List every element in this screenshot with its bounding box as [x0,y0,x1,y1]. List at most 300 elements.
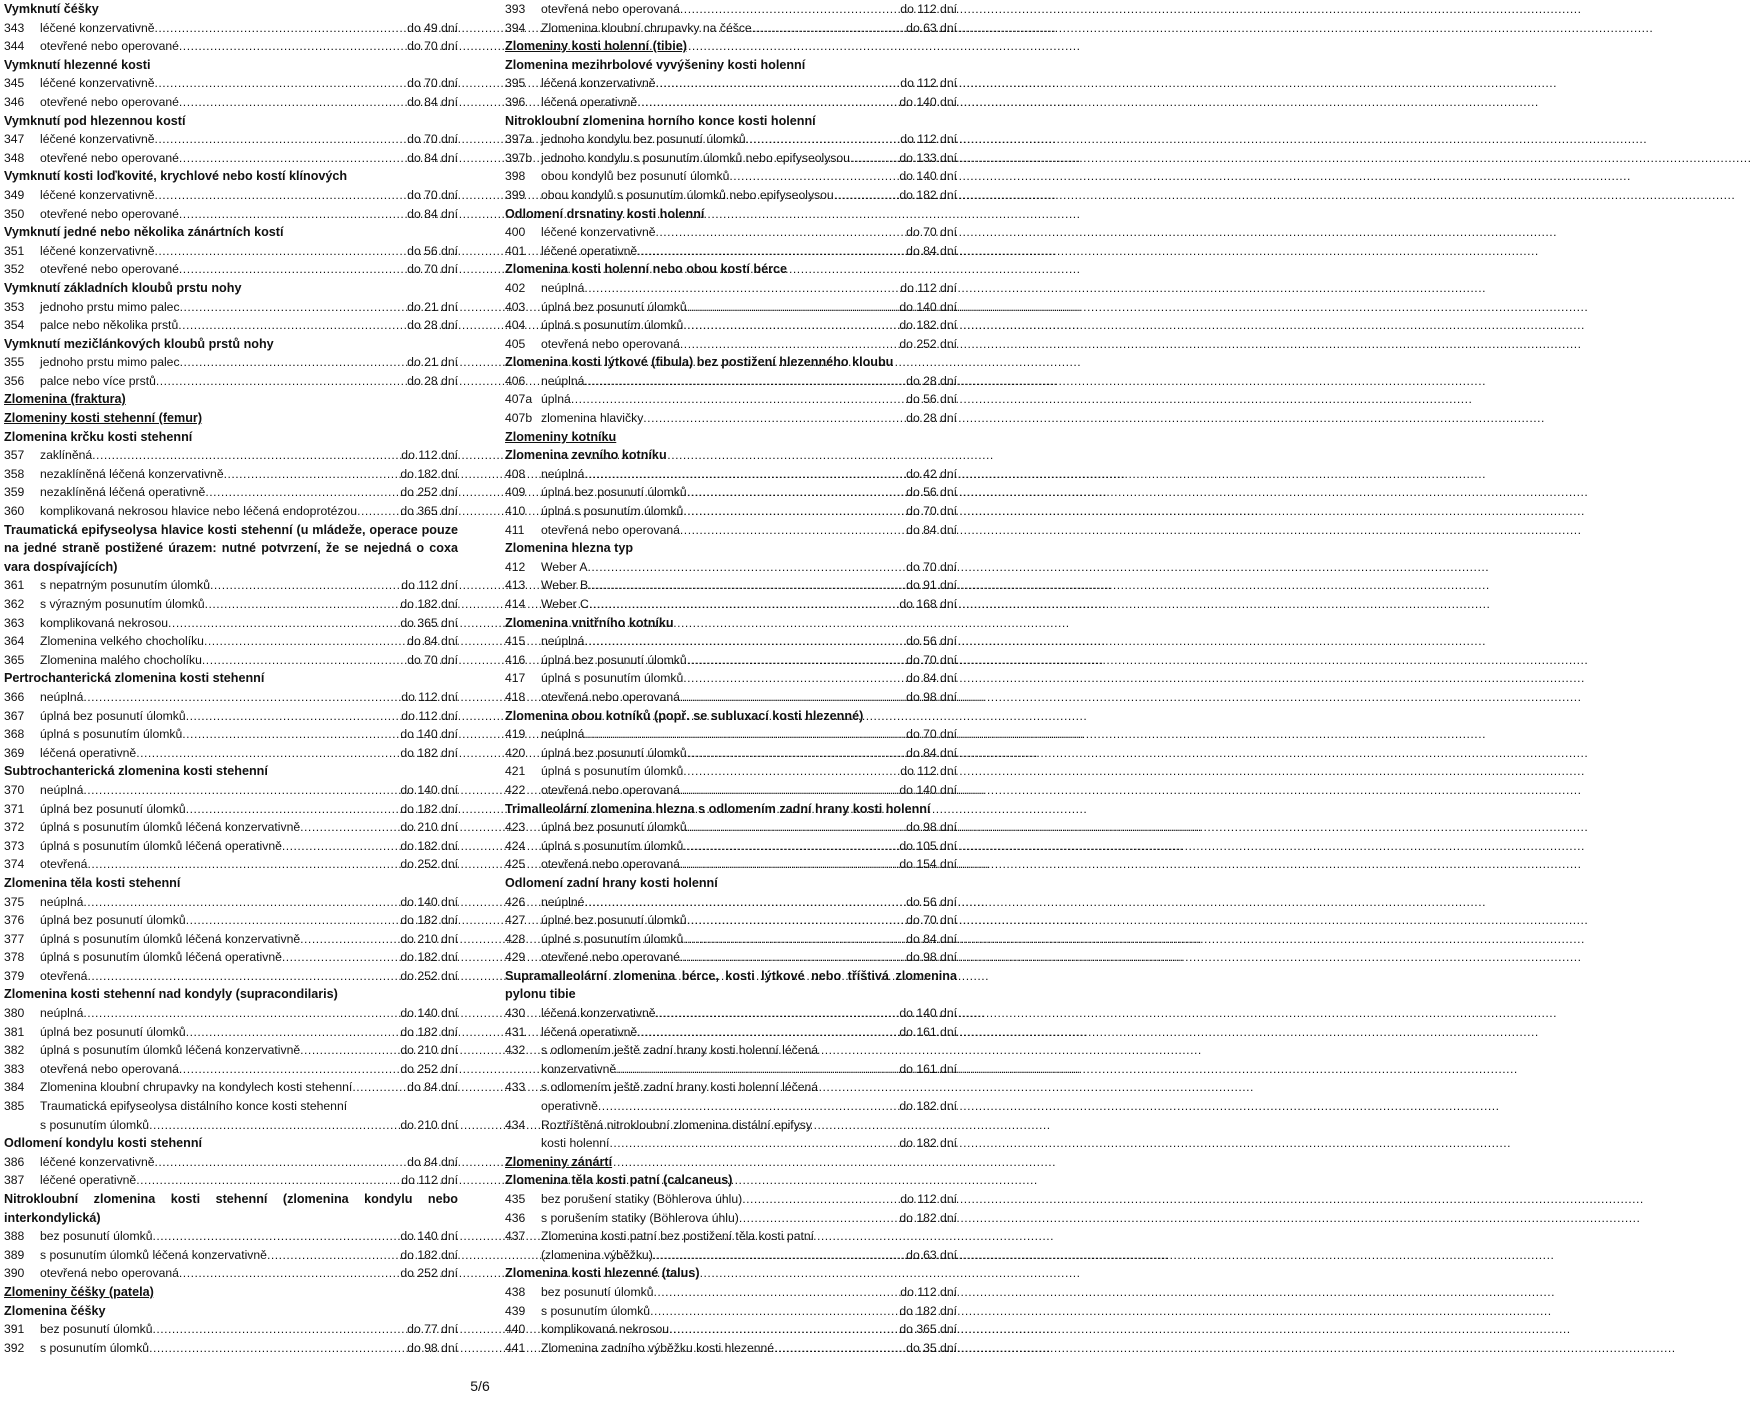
item-number: 365 [4,652,25,667]
item-duration: do 70 dní [407,262,458,277]
item-duration: do 70 dní [407,39,458,54]
item-duration: do 140 dní [400,1006,458,1021]
item-description: Zlomenina kloubní chrupavky na čéšce [541,20,752,35]
item-description: s porušením statiky (Böhlerova úhlu) [541,1210,739,1225]
item-description: léčené konzervativně [40,76,155,91]
item-number: 389 [4,1247,25,1262]
list-item [4,205,458,224]
dot-leader [83,688,401,707]
list-item [4,260,458,279]
item-description: bez posunutí úlomků [541,1284,654,1299]
list-item [505,911,957,930]
dot-leader [186,1023,401,1042]
item-duration: do 140 dní [400,727,458,742]
item-description: neúplná [541,373,585,388]
subsection-heading: Vymknutí kosti loďkovité, krychlové nebo kostí klínových [4,169,348,184]
item-duration: do 112 dní [900,132,957,147]
dot-leader [746,130,901,149]
dot-leader [178,316,407,335]
dot-leader [149,1116,400,1135]
subsection-heading: Vymknutí jedné nebo několika zánártních kostí [4,225,284,240]
dot-leader [683,669,906,688]
dot-leader [584,372,906,391]
item-description: úplná bez posunutí úlomků [40,708,186,723]
section-title: Zlomeniny zánártí [505,1154,613,1169]
item-number: 401 [505,243,526,258]
item-number: 377 [4,931,25,946]
item-duration: do 210 dní [400,931,458,946]
item-number: 360 [4,504,25,519]
subsection-heading: Zlomenina obou kotníků (popř. se subluxací kosti hlezenné) [505,708,864,723]
item-number: 391 [4,1322,25,1337]
item-description: úplná s posunutím úlomků léčená konzervativně [40,820,301,835]
item-duration: do 182 dní [899,1210,957,1225]
item-duration: do 252 dní [400,1266,458,1281]
item-duration: do 84 dní [407,94,458,109]
item-description: komplikovaná nekrosou hlavice nebo léčená endoprotézou [40,504,358,519]
list-item [4,744,458,763]
item-duration: do 56 dní [906,392,957,407]
item-description: léčené konzervativně [541,225,656,240]
item-number: 410 [505,504,526,519]
item-duration: do 252 dní [400,485,458,500]
item-duration: do 182 dní [400,745,458,760]
item-duration: do 182 dní [400,913,458,928]
list-item [505,1004,957,1023]
section-title: Zlomeniny kotníku [505,429,617,444]
subsection-heading: Zlomenina kosti holenní nebo obou kostí bérce [505,262,787,277]
item-duration: do 365 dní [899,1322,957,1337]
item-number: 382 [4,1043,25,1058]
subsection-heading: Vymknutí mezičlánkových kloubů prstů nohy [4,336,274,351]
dot-leader [205,595,401,614]
list-item-continuation [505,1097,957,1116]
item-duration: do 98 dní [906,950,957,965]
item-duration: do 21 dní [407,299,458,314]
dot-leader [300,818,400,837]
dot-leader [680,948,906,967]
list-item [4,595,458,614]
item-description: neúplná [541,466,585,481]
list-item [505,651,957,670]
item-description: úplná s posunutím úlomků [541,764,684,779]
dot-leader [87,967,400,986]
item-duration: do 84 dní [906,243,957,258]
item-number: 354 [4,318,25,333]
dot-leader [210,576,401,595]
item-duration: do 70 dní [407,652,458,667]
item-duration: do 35 dní [906,1340,957,1355]
item-number: 423 [505,820,526,835]
dot-leader [584,632,906,651]
item-number: 362 [4,597,25,611]
list-item [505,688,957,707]
list-item [4,855,458,874]
dot-leader [598,1097,899,1116]
item-duration: do 98 dní [906,689,957,704]
item-number: 422 [505,782,526,797]
dot-leader [179,37,407,56]
item-duration: do 56 dní [906,634,957,649]
item-description: léčená operativně [541,1024,638,1039]
item-duration: do 182 dní [899,1136,957,1151]
item-description: neúplná [541,727,585,742]
subsection-heading: Pertrochanterická zlomenina kosti stehenní [4,671,265,686]
item-duration: do 28 dní [906,373,957,388]
list-item [4,1171,458,1190]
list-item [505,1339,957,1358]
dot-leader [834,186,900,205]
item-description: úplné s posunutím úlomků [541,931,684,946]
list-item [4,1264,458,1283]
list-item [4,298,458,317]
dot-leader [680,781,899,800]
item-number: 441 [505,1340,526,1355]
list-item-continuation [4,1116,458,1135]
item-description: bez porušení statiky (Böhlerova úhlu) [541,1192,743,1206]
item-description: komplikovaná nekrosou [40,615,169,630]
list-item [4,1023,458,1042]
dot-leader [155,1153,408,1172]
item-duration: do 140 dní [899,169,957,184]
item-number: 392 [4,1340,25,1355]
item-duration: do 105 dní [899,838,957,853]
subsection-heading: Nitrokloubní zlomenina kosti stehenní (zlomenina kondylu nebo interkondylická) [4,1192,458,1225]
list-item [4,186,458,205]
dot-leader [168,614,400,633]
item-number: 364 [4,634,25,649]
item-description: léčená konzervativně [541,1006,656,1021]
item-duration: do 182 dní [400,597,458,611]
item-description: jednoho prstu mimo palec [40,355,180,370]
item-duration: do 70 dní [906,913,957,928]
list-item [505,893,957,912]
item-number: 399 [505,187,526,202]
subsection-heading: Zlomenina vnitřního kotníku [505,615,674,630]
dot-leader [155,74,408,93]
list-item [505,279,957,298]
item-description: otevřená nebo operovaná [40,1266,179,1281]
dot-leader [571,390,906,409]
item-number: 381 [4,1024,25,1039]
item-description-continued: konzervativně [541,1061,617,1076]
item-duration: do 77 dní [407,1322,458,1337]
section-title: Zlomeniny kosti holenní (tibie) [505,39,687,54]
item-description: úplná s posunutím úlomků [541,838,684,853]
item-duration: do 133 dní [899,150,957,165]
section-title: Zlomenina (fraktura) [4,392,126,407]
dot-leader [653,1246,906,1265]
item-duration: do 161 dní [899,1024,957,1039]
item-number: 367 [4,708,25,723]
list-item [4,818,458,837]
list-item [505,390,957,409]
list-item [4,967,458,986]
item-number: 378 [4,950,25,965]
item-duration: do 28 dní [906,411,957,426]
item-duration: do 112 dní [401,708,458,723]
dot-leader [687,818,906,837]
item-number: 413 [505,578,526,593]
item-description: léčené operativně [40,1173,137,1188]
item-duration: do 84 dní [407,1080,458,1095]
item-description: úplná [541,392,571,407]
dot-leader [588,576,906,595]
dot-leader [136,1171,401,1190]
list-item [505,521,957,540]
item-description: Zlomenina velkého chocholíku [40,634,204,649]
list-item [4,130,458,149]
subsection-heading: Zlomenina hlezna typ [505,541,634,556]
item-duration: do 140 dní [899,299,957,314]
dot-leader [186,707,402,726]
list-item [505,1078,957,1097]
item-number: 430 [505,1006,526,1021]
item-description: Weber C [541,597,589,611]
dot-leader [156,372,407,391]
item-number: 344 [4,39,25,54]
item-duration: do 112 dní [900,764,957,779]
list-item [4,372,458,391]
list-item [4,688,458,707]
item-duration: do 182 dní [400,1247,458,1262]
list-item [505,130,957,149]
list-item [505,762,957,781]
item-duration: do 112 dní [401,1173,458,1188]
dot-leader [182,725,400,744]
item-description: úplná bez posunutí úlomků [40,913,186,928]
item-description: palce nebo více prstů [40,373,156,388]
item-number: 355 [4,355,25,370]
item-description: úplná s posunutím úlomků [541,504,684,519]
dot-leader [588,558,907,577]
item-description: Traumatická epifyseolysa distálního konce kosti stehenní [40,1099,348,1114]
dot-leader [155,242,408,261]
item-number: 409 [505,485,526,500]
subsection-heading: Odlomení kondylu kosti stehenní [4,1136,203,1151]
list-item [4,837,458,856]
item-duration: do 98 dní [407,1340,458,1355]
item-number: 356 [4,373,25,388]
item-number: 426 [505,894,526,909]
list-item [505,1320,957,1339]
item-description: úplná bez posunutí úlomků [541,652,687,667]
list-item-continuation [505,1246,957,1265]
dot-leader [584,279,900,298]
list-item [505,781,957,800]
item-description: úplná s posunutím úlomků [541,671,684,686]
dot-leader [179,260,407,279]
item-duration: do 63 dní [906,1247,957,1262]
dot-leader [180,298,408,317]
item-number: 361 [4,578,25,593]
item-description: s nepatrným posunutím úlomků [40,578,211,593]
item-duration: do 84 dní [407,1154,458,1169]
dot-leader [653,1283,900,1302]
item-description: úplná bez posunutí úlomků [541,745,687,760]
item-number: 359 [4,485,25,500]
dot-leader [300,930,400,949]
list-item [4,37,458,56]
item-description: Zlomenina zadního výběžku kosti hlezenné [541,1340,775,1355]
list-item [505,316,957,335]
list-item [505,558,957,577]
dot-leader [152,1227,400,1246]
item-number: 358 [4,466,25,481]
item-description: léčená konzervativně [541,76,656,91]
dot-leader [267,1246,400,1265]
list-item [505,1041,957,1060]
item-number: 421 [505,764,526,779]
item-duration: do 42 dní [906,466,957,481]
list-item [4,149,458,168]
item-description: otevřená nebo operovaná [40,1061,179,1076]
item-number: 395 [505,76,526,91]
list-item [505,855,957,874]
item-number: 346 [4,94,25,109]
item-duration: do 70 dní [906,727,957,742]
list-item [505,1023,957,1042]
list-item [4,707,458,726]
item-description-continued: kosti holenní [541,1136,610,1151]
item-number: 416 [505,652,526,667]
item-duration: do 70 dní [407,76,458,91]
dot-leader [643,409,906,428]
item-duration: do 140 dní [400,1229,458,1244]
item-description: obou kondylů s posunutím úlomků nebo epifyseolysou [541,187,834,202]
item-duration: do 182 dní [899,318,957,333]
dot-leader [680,521,906,540]
item-number: 434 [505,1117,526,1132]
dot-leader [179,1264,400,1283]
list-item [4,353,458,372]
item-description: neúplná [40,894,84,909]
item-description: léčené konzervativně [40,132,155,147]
dot-leader [589,595,900,614]
dot-leader [300,1041,400,1060]
list-item [4,893,458,912]
dot-leader [637,242,906,261]
dot-leader [179,205,407,224]
list-item [505,149,957,168]
item-description: úplná s posunutím úlomků [541,318,684,333]
item-number: 398 [505,169,526,184]
list-item [4,1078,458,1097]
item-description: jednoho prstu mimo palec [40,299,180,314]
item-number: 402 [505,280,526,295]
item-duration: do 84 dní [906,522,957,537]
item-number: 431 [505,1024,526,1039]
dot-leader [149,1339,407,1358]
list-item [505,948,957,967]
item-description: léčená operativně [40,745,137,760]
item-duration: do 70 dní [906,652,957,667]
list-item [505,19,957,38]
item-duration: do 182 dní [899,1099,957,1114]
list-item [4,74,458,93]
item-description: neúplná [40,689,84,704]
list-item [505,930,957,949]
item-number: 384 [4,1080,25,1095]
item-number: 380 [4,1006,25,1021]
subsection-heading: Zlomenina krčku kosti stehenní [4,429,193,444]
item-duration: do 182 dní [400,950,458,965]
list-item [505,372,957,391]
item-description: léčená operativně [541,94,638,109]
dot-leader [680,855,899,874]
item-number: 366 [4,689,25,704]
item-description: otevřené nebo operované [40,94,179,109]
list-item [4,614,458,633]
item-description: nezaklíněná léčená konzervativně [40,466,224,481]
item-description: úplné bez posunutí úlomků [541,913,687,928]
item-number: 406 [505,373,526,388]
section-title: Zlomeniny kosti stehenní (femur) [4,411,203,426]
dot-leader [584,725,906,744]
item-description: Weber B [541,578,589,593]
item-description: Roztříštěná nitrokloubní zlomenina distální epifysy [541,1117,812,1132]
item-duration: do 112 dní [900,1192,957,1206]
list-item [505,93,957,112]
item-description: otevřené nebo operované [541,950,680,965]
dot-leader [656,74,901,93]
item-number: 432 [505,1043,526,1058]
list-item [505,632,957,651]
item-description: léčené konzervativně [40,243,155,258]
item-duration: do 98 dní [906,820,957,835]
item-duration: do 210 dní [400,1117,458,1132]
item-duration: do 182 dní [899,187,957,202]
item-number: 397b [505,150,533,165]
page-number: 5/6 [470,1378,490,1394]
dot-leader [680,335,899,354]
list-item [505,1283,957,1302]
item-number: 369 [4,745,25,760]
list-item [4,1153,458,1172]
list-item [4,1041,458,1060]
dot-leader [83,893,400,912]
dot-leader [584,465,906,484]
subsection-heading: Zlomenina mezihrbolové vyvýšeniny kosti holenní [505,57,806,72]
item-number: 404 [505,318,526,333]
item-number: 352 [4,262,25,277]
subsection-heading: Vymknutí základních kloubů prstu nohy [4,280,242,295]
list-item [505,242,957,261]
item-number: 433 [505,1080,526,1095]
item-duration: do 252 dní [400,1061,458,1076]
item-duration: do 28 dní [407,373,458,388]
dot-leader [683,502,906,521]
dot-leader [656,1004,900,1023]
item-description: bez posunutí úlomků [40,1229,153,1244]
item-number: 348 [4,150,25,165]
item-number: 427 [505,913,526,928]
dot-leader [204,632,407,651]
item-description: léčené konzervativně [40,20,155,35]
item-number: 407a [505,392,533,407]
item-duration: do 112 dní [401,578,458,593]
item-description: neúplná [40,782,84,797]
item-duration: do 182 dní [400,1024,458,1039]
item-number: 373 [4,838,25,853]
dot-leader [650,1302,899,1321]
item-description: úplná s posunutím úlomků léčená operativně [40,950,282,965]
item-number: 376 [4,913,25,928]
item-number: 353 [4,299,25,314]
subsection-heading: Zlomenina těla kosti stehenní [4,875,181,890]
item-duration: do 365 dní [400,615,458,630]
item-description: otevřené nebo operované [40,206,179,221]
